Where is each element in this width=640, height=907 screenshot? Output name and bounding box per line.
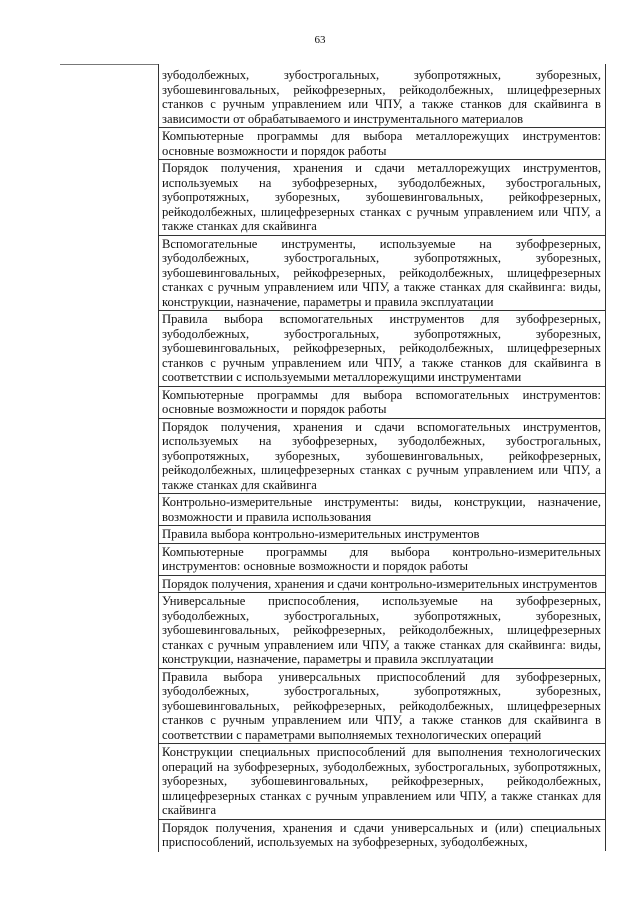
table-row	[158, 127, 606, 159]
table-row	[158, 543, 606, 575]
table-cell-text: Компьютерные программы для выбора вспомогательных инструментов: основные возможности и порядок работы	[162, 387, 601, 416]
table-left-column-stub	[60, 64, 158, 73]
table-cell-text: Компьютерные программы для выбора контрольно-измерительных инструментов: основные возможности и порядок работы	[162, 544, 601, 573]
table-cell-text: Правила выбора контрольно-измерительных инструментов	[162, 527, 480, 541]
knowledge-table	[158, 64, 606, 851]
table-row	[158, 159, 606, 235]
table-row	[158, 592, 606, 668]
table-cell-text: Компьютерные программы для выбора металлорежущих инструментов: основные возможности и порядок работы	[162, 129, 601, 158]
table-cell-text: Порядок получения, хранения и сдачи универсальных и (или) специальных приспособлений, используемых на зубофрезерных, зубодолбежных,	[162, 820, 601, 849]
page-number: 63	[314, 34, 326, 46]
table-cell-text: Правила выбора универсальных приспособлений для зубофрезерных, зубодолбежных, зубострогальных, зубопротяжных, зуборезных, зубошевинговальных, рейкофрезерных, рейкодолбежных, шлицефрезерных станков с ручным управлением или ЧПУ, а также станков для скайвинга в соответствии с параметрами выполняемых технологических операций	[162, 669, 601, 742]
table-cell-text: Универсальные приспособления, используемые на зубофрезерных, зубодолбежных, зубострогальных, зубопротяжных, зуборезных, зубошевинговальных, рейкофрезерных, рейкодолбежных, шлицефрезерных станках с ручным управлением или ЧПУ, а также станках для скайвинга: виды, конструкции, назначение, параметры и правила эксплуатации	[162, 594, 601, 666]
table-row	[158, 64, 606, 127]
table-row	[158, 819, 606, 851]
table-row	[158, 493, 606, 525]
table-row	[158, 235, 606, 311]
table-row	[158, 310, 606, 386]
table-row	[158, 386, 606, 418]
table-row	[158, 575, 606, 593]
table-cell-text: Порядок получения, хранения и сдачи вспомогательных инструментов, используемых на зубофрезерных, зубодолбежных, зубострогальных, зубопротяжных, зуборезных, зубошевинговальных, рейкофрезерных, рейкодолбежных, шлицефрезерных станках с ручным управлением или ЧПУ, а также станках для скайвинга	[162, 419, 601, 492]
table-row	[158, 525, 606, 543]
table-cell-text: Порядок получения, хранения и сдачи контрольно-измерительных инструментов	[162, 576, 598, 591]
table-cell-text: зубодолбежных, зубострогальных, зубопротяжных, зуборезных, зубошевинговальных, рейкофрезерных, рейкодолбежных, шлицефрезерных станков с ручным управлением или ЧПУ, а также станков для скайвинга в зависимости от обрабатываемого и инструментального материалов	[162, 68, 601, 126]
table-row	[158, 743, 606, 819]
table-row	[158, 668, 606, 744]
table-cell-text: Вспомогательные инструменты, используемые на зубофрезерных, зубодолбежных, зубострогальных, зубопротяжных, зуборезных, зубошевинговальных, рейкофрезерных, рейкодолбежных, шлицефрезерных станках с ручным управлением или ЧПУ, а также станках для скайвинга: виды, конструкции, назначение, параметры и правила эксплуатации	[162, 236, 601, 309]
table-cell-text: Конструкции специальных приспособлений для выполнения технологических операций на зубофрезерных, зубодолбежных, зубострогальных, зубопротяжных, зуборезных, зубошевинговальных, рейкофрезерных, рейкодолбежных, шлицефрезерных станках с ручным управлением или ЧПУ, а также станках для скайвинга	[162, 745, 601, 817]
table-cell-text: Правила выбора вспомогательных инструментов для зубофрезерных, зубодолбежных, зубострогальных, зубопротяжных, зуборезных, зубошевинговальных, рейкофрезерных, рейкодолбежных, шлицефрезерных станков с ручным управлением или ЧПУ, а также станков для скайвинга в соответствии с используемыми металлорежущими инструментами	[162, 312, 601, 384]
table-cell-text: Контрольно-измерительные инструменты: виды, конструкции, назначение, возможности и правила использования	[162, 495, 601, 524]
table-cell-text: Порядок получения, хранения и сдачи металлорежущих инструментов, используемых на зубофрезерных, зубодолбежных, зубострогальных, зубопротяжных, зуборезных, зубошевинговальных, рейкофрезерных, рейкодолбежных, шлицефрезерных станках с ручным управлением или ЧПУ, а также станках для скайвинга	[162, 161, 601, 233]
table-row	[158, 418, 606, 494]
